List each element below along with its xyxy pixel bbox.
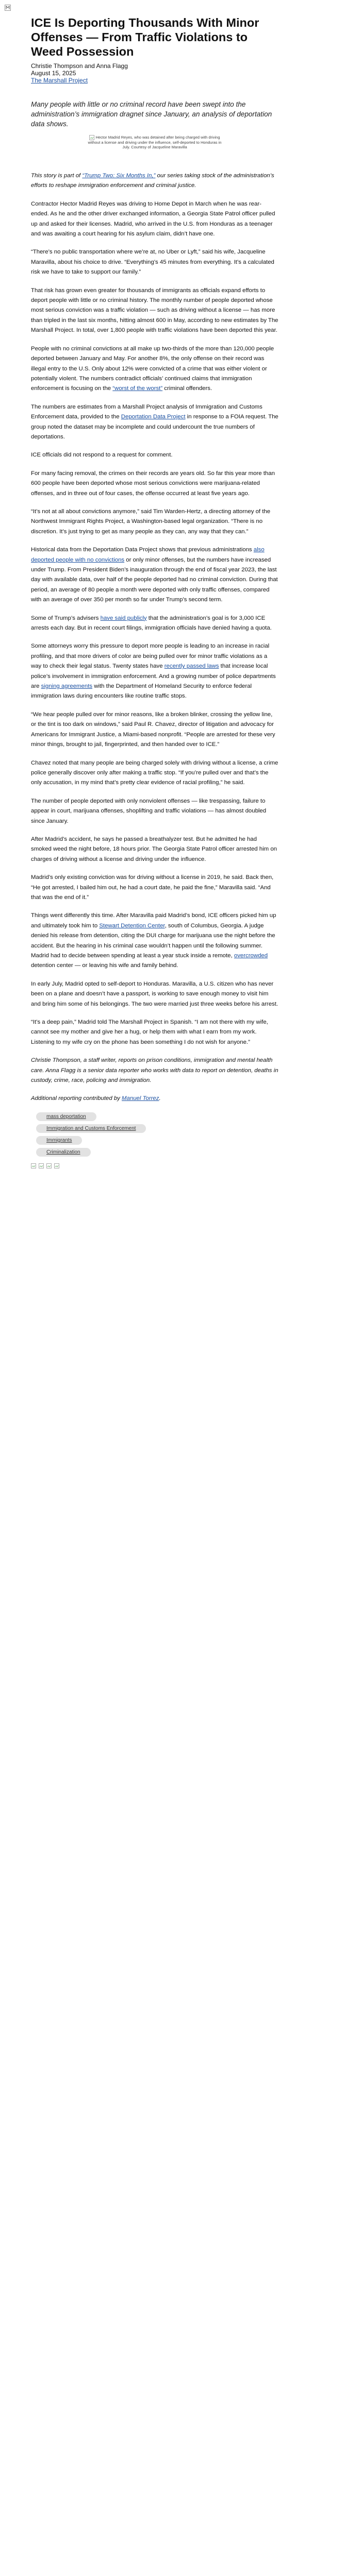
publication-link[interactable]: The Marshall Project — [31, 77, 88, 84]
paragraph: After Madrid’s accident, he says he passed a breathalyzer test. But he admitted he had smoked weed the night before, 18 hours prior. The Georgia State Patrol officer arrested him on charges of driving without a license and driving under the influence. — [31, 836, 277, 862]
article-body — [31, 171, 278, 1104]
paragraph: “There’s no public transportation where we’re at, no Uber or Lyft,” said his wife, Jacqueline Maravilla, about his choice to drive. “Everything’s 45 minutes from everything. It’s a calculated risk we have to take to support our family.” — [31, 249, 274, 276]
manuel-torrez-link[interactable]: Manuel Torrez — [122, 1095, 159, 1102]
photo-caption: Hector Madrid Reyes, who was detained after being charged with driving without a license and driving under the influence, self-deported to Honduras in July. Courtesy of Jacqueline Maravilla — [88, 135, 222, 149]
series-link[interactable]: “Trump Two: Six Months In,” — [82, 173, 156, 179]
series-note: This story is part of “Trump Two: Six Months In,” our series taking stock of the administration’s efforts to reshape immigration enforcement and criminal justice. — [31, 173, 274, 189]
facebook-icon[interactable] — [31, 1162, 36, 1167]
reporting-credit: Additional reporting contributed by Manuel Torrez. — [31, 1095, 161, 1102]
no-convictions-link[interactable]: also deported people with no convictions — [31, 547, 265, 563]
paragraph: “We hear people pulled over for minor reasons, like a broken blinker, crossing the yellow line, or the tint is too dark on windows,” said Paul R. Chavez, director of litigation and advocacy for Americans for Immigrant Justice, a Miami-based nonprofit. “People are arrested for these very minor things, brought to jail, fingerprinted, and then handed over to ICE.” — [31, 711, 275, 748]
paragraph: Historical data from the Deportation Data Project shows that previous administrations also deported people with no convictions or only minor offenses, but the numbers have increased under Trump. From President Biden’s inauguration through the end of fiscal year 2023, the last day with available data, over half of the people deported had no criminal conviction. During that period, an average of 80 people a month were deported with only traffic offenses, compared with an average of over 350 per month so far under Trump’s second term. — [31, 547, 278, 603]
paragraph: For many facing removal, the crimes on their records are years old. So far this year more than 600 people have been deported whose most serious convictions were marijuana-related offenses, and in three out of four cases, the offense occurred at least five years ago. — [31, 470, 275, 497]
broken-image-icon — [89, 135, 94, 140]
paragraph: In early July, Madrid opted to self-deport to Honduras. Maravilla, a U.S. citizen who has never been on a plane and doesn’t have a passport, is working to save enough money to visit him and bring him some of his belongings. The two were married just three weeks before his arrest. — [31, 980, 278, 1007]
tag-ice[interactable]: Immigration and Customs Enforcement — [36, 1124, 146, 1133]
share-bar — [31, 1162, 278, 1167]
email-icon[interactable] — [46, 1162, 52, 1167]
signing-agreements-link[interactable]: signing agreements — [41, 683, 93, 690]
article-photo — [88, 135, 222, 149]
article — [31, 15, 278, 1167]
paragraph: Chavez noted that many people are being charged solely with driving without a license, a crime police generally discover only after making a traffic stop. “If you’re pulled over and that’s the only accusation, in my mind that’s pretty clear evidence of racial profiling,” he said. — [31, 759, 278, 786]
paragraph: People with no criminal convictions at all make up two-thirds of the more than 120,000 people deported between January and May. For another 8%, the only offense on their record was illegal entry to the U.S. Only about 12% were convicted of a crime that was either violent or potentially violent. The numbers contradict officials’ continued claims that immigration enforcement is focusing on the “worst of the worst” criminal offenders. — [31, 345, 274, 392]
paragraph: “It’s not at all about convictions anymore,” said Tim Warden-Hertz, a directing attorney of the Northwest Immigrant Rights Project, a Washington-based legal organization. “There is no discretion. It’s just trying to get as many people as they can, any way that they can.” — [31, 508, 271, 535]
said-publicly-link[interactable]: have said publicly — [100, 615, 147, 621]
paragraph: Some attorneys worry this pressure to deport more people is leading to an increase in racial profiling, and that more drivers of color are being pulled over for minor traffic violations as a way to check their legal status. Twenty states have recently passed laws that increase local police’s involvement in immigration enforcement. And a growing number of police departments are signing agreements with the Department of Homeland Security to enforce federal immigration laws during encounters like routine traffic stops. — [31, 643, 276, 700]
paragraph: Things went differently this time. After Maravilla paid Madrid’s bond, ICE officers picked him up and ultimately took him to Stewart Detention Center, south of Columbus, Georgia. A judge denied his release from detention, citing the DUI charge for marijuana use the night before the accident. But the hearing in his criminal case wouldn’t happen until the following summer. Madrid had to decide between spending at least a year stuck inside a remote, overcrowded detention center — or leaving his wife and family behind. — [31, 912, 276, 969]
deportation-data-project-link[interactable]: Deportation Data Project — [121, 414, 186, 420]
tag-list — [31, 1112, 278, 1157]
article-dek: Many people with little or no criminal record have been swept into the administration’s immigration dragnet since January, an analysis of deportation data shows. — [31, 100, 272, 128]
paragraph: The numbers are estimates from a Marshall Project analysis of Immigration and Customs Enforcement data, provided to the Deportation Data Project in response to a FOIA request. The group noted the dataset may be incomplete and could undercount the true numbers of deportations. — [31, 403, 278, 440]
marshall-project-logo-icon[interactable] — [5, 4, 11, 10]
tag-mass-deportation[interactable]: mass deportation — [36, 1112, 96, 1121]
overcrowded-link[interactable]: overcrowded — [234, 953, 268, 959]
recently-passed-laws-link[interactable]: recently passed laws — [164, 663, 219, 670]
paragraph: That risk has grown even greater for thousands of immigrants as officials expand efforts to deport people with little or no criminal history. The monthly number of people deported whose most serious conviction was a traffic violation — such as driving without a license — has more than tripled in the last six months, hitting almost 600 in May, according to new estimates by The Marshall Project. In total, over 1,800 people with traffic violations have been deported this year. — [31, 287, 278, 334]
paragraph: Madrid’s only existing conviction was for driving without a license in 2019, he said. Back then, “He got arrested, I bailed him out, he had a court date, he paid the fine,” Maravilla said. “And that was the end of it.” — [31, 874, 274, 901]
tag-immigrants[interactable]: Immigrants — [36, 1136, 82, 1145]
article-headline: ICE Is Deporting Thousands With Minor Offenses — From Traffic Violations to Weed Possession — [31, 16, 259, 58]
paragraph: The number of people deported with only nonviolent offenses — like trespassing, failure to appear in court, marijuana offenses, shoplifting and traffic violations — has almost doubled since January. — [31, 798, 267, 824]
link-icon[interactable] — [54, 1162, 59, 1167]
author-bio: Christie Thompson, a staff writer, reports on prison conditions, immigration and mental health care. Anna Flagg is a senior data reporter who works with data to report on detention, deaths in custody, crime, race, policing and immigration. — [31, 1057, 278, 1084]
article-date: August 15, 2025 — [31, 70, 76, 77]
tag-criminalization[interactable]: Criminalization — [36, 1148, 91, 1157]
paragraph: Some of Trump’s advisers have said publicly that the administration’s goal is for 3,000 ICE arrests each day. But in recent court filings, immigration officials have denied having a quota. — [31, 615, 272, 632]
paragraph: “It’s a deep pain,” Madrid told The Marshall Project in Spanish. “I am not there with my wife, cannot see my mother and give her a hug, or help them with what I earn from my work. Listening to my wife cry on the phone has been something I do not wish for anyone.” — [31, 1019, 268, 1045]
paragraph: Contractor Hector Madrid Reyes was driving to Home Depot in March when he was rear-ended. As he and the other driver exchanged information, a Georgia State Patrol officer pulled up and asked for their licenses. Madrid, who arrived in the U.S. from Honduras as a teenager and was awaiting a court hearing for his asylum claim, didn’t have one. — [31, 200, 275, 238]
twitter-icon[interactable] — [39, 1162, 44, 1167]
stewart-detention-center-link[interactable]: Stewart Detention Center — [99, 922, 165, 929]
article-authors: Christie Thompson and Anna Flagg — [31, 62, 128, 70]
paragraph: ICE officials did not respond to a request for comment. — [31, 452, 173, 459]
worst-of-the-worst-link[interactable]: “worst of the worst” — [112, 385, 163, 392]
